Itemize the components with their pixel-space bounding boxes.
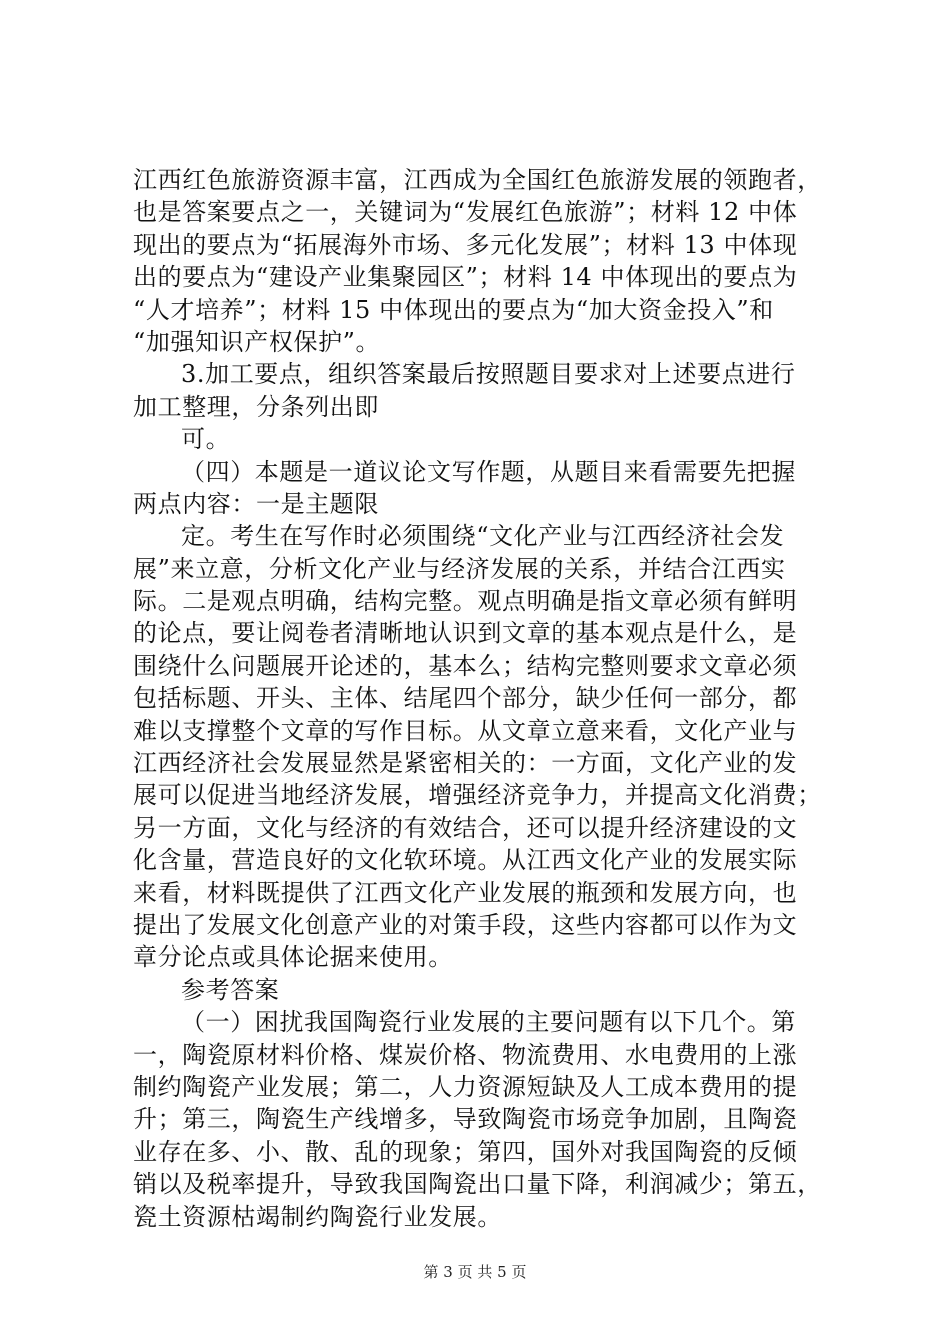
text-line: 江西经济社会发展显然是紧密相关的：一方面，文化产业的发 [133,749,798,778]
text-line: “加强知识产权保护”。 [133,327,381,356]
page-footer: 第 3 页 共 5 页 [423,1263,527,1281]
text-line: 升；第三，陶瓷生产线增多，导致陶瓷市场竞争加剧，且陶瓷 [133,1105,798,1134]
text-line: （四）本题是一道议论文写作题，从题目来看需要先把握 [181,457,796,486]
text-line: 出的要点为“建设产业集聚园区”；材料 14 中体现出的要点为 [133,263,798,292]
text-line: 业存在多、小、散、乱的现象；第四，国外对我国陶瓷的反倾 [133,1137,798,1166]
text-line: 定。考生在写作时必须围绕“文化产业与江西经济社会发 [181,522,785,551]
body-text [133,164,833,1233]
text-line: 包括标题、开头、主体、结尾四个部分，缺少任何一部分，都 [133,684,798,713]
text-line: 的论点，要让阅卷者清晰地认识到文章的基本观点是什么，是 [133,619,798,648]
text-line: 3.加工要点，组织答案最后按照题目要求对上述要点进行 [181,360,796,389]
text-line: 销以及税率提升，导致我国陶瓷出口量下降，利润减少；第五， [133,1170,822,1199]
text-line: 提出了发展文化创意产业的对策手段，这些内容都可以作为文 [133,910,798,939]
text-line: 难以支撑整个文章的写作目标。从文章立意来看，文化产业与 [133,716,798,745]
text-line: 两点内容：一是主题限 [133,489,379,518]
text-line: 展”来立意，分析文化产业与经济发展的关系，并结合江西实 [133,554,786,583]
text-line: 也是答案要点之一，关键词为“发展红色旅游”；材料 12 中体 [133,198,798,227]
text-line: 化含量，营造良好的文化软环境。从江西文化产业的发展实际 [133,846,798,875]
text-line: 来看，材料既提供了江西文化产业发展的瓶颈和发展方向，也 [133,878,798,907]
text-line: 参考答案 [181,975,280,1004]
text-line: 加工整理，分条列出即 [133,392,379,421]
text-line: 可。 [181,425,231,454]
text-line: 章分论点或具体论据来使用。 [133,943,453,972]
text-line: 制约陶瓷产业发展；第二，人力资源短缺及人工成本费用的提 [133,1072,798,1101]
text-line: （一）困扰我国陶瓷行业发展的主要问题有以下几个。第 [181,1008,796,1037]
text-line: 展可以促进当地经济发展，增强经济竞争力，并提高文化消费； [133,781,822,810]
text-line: 瓷土资源枯竭制约陶瓷行业发展。 [133,1202,502,1231]
text-line: 际。二是观点明确，结构完整。观点明确是指文章必须有鲜明 [133,587,798,616]
text-line: 一，陶瓷原材料价格、煤炭价格、物流费用、水电费用的上涨 [133,1040,798,1069]
text-line: 现出的要点为“拓展海外市场、多元化发展”；材料 13 中体现 [133,230,798,259]
text-line: 另一方面，文化与经济的有效结合，还可以提升经济建设的文 [133,813,798,842]
text-line: 围绕什么问题展开论述的，基本么；结构完整则要求文章必须 [133,651,798,680]
text-line: 江西红色旅游资源丰富，江西成为全国红色旅游发展的领跑者， [133,166,822,194]
text-line: “人才培养”；材料 15 中体现出的要点为“加大资金投入”和 [133,295,774,324]
